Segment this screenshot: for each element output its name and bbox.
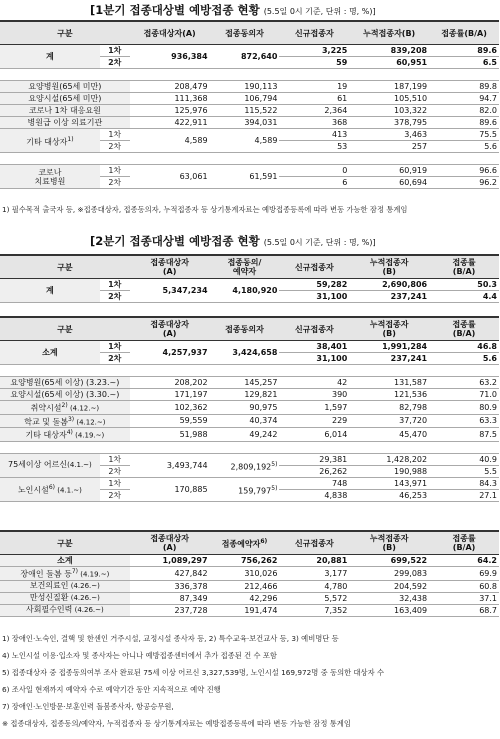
value-cell: 87,349 (130, 592, 210, 604)
value-cell: 237,241 (349, 353, 429, 365)
column-header: 신규접종자 (279, 255, 349, 279)
value-cell: 212,466 (210, 580, 280, 592)
table-row (0, 81, 499, 93)
value-cell: 4,838 (279, 489, 349, 501)
value-cell: 145,257 (210, 377, 280, 389)
value-cell: 89.6 (429, 45, 499, 57)
row-label: 소계 (0, 341, 100, 365)
column-header: 접종률 (B/A) (429, 255, 499, 279)
section2-total-table (0, 254, 499, 303)
column-header: 접종동의/ 예약자 (210, 255, 280, 279)
value-cell: 5.6 (429, 141, 499, 153)
value-cell: 5,572 (279, 592, 349, 604)
value-cell: 96.6 (429, 165, 499, 177)
value-cell: 2차 (100, 489, 130, 501)
value-cell: 90,975 (210, 401, 280, 415)
value-cell: 1,089,297 (130, 555, 210, 567)
section1-note: 1) 필수목적 출국자 등, ※접종대상자, 접종동의자, 누적접종자 등 상기통계자료는 예방접종등록에 따라 변동 가능한 잠정 통계임 (2, 205, 408, 214)
value-cell: 413 (279, 129, 349, 141)
value-cell: 60,951 (349, 57, 429, 69)
value-cell: 190,988 (349, 465, 429, 477)
table-row (0, 129, 499, 141)
column-header: 접종률 (B/A) (429, 531, 499, 555)
value-cell: 204,592 (349, 580, 429, 592)
value-cell: 32,438 (349, 592, 429, 604)
value-cell: 1,597 (279, 401, 349, 415)
value-cell: 299,083 (349, 567, 429, 581)
section2-title: [2분기 접종대상별 예방접종 현황 (5.5일 0시 기준, 단위 : 명, %)] (90, 234, 376, 248)
table-row (0, 401, 499, 415)
row-label: 코로나 1차 대응요원 (0, 105, 130, 117)
column-header: 접종대상자 (A) (130, 317, 210, 341)
value-cell: 229 (279, 414, 349, 428)
table-row (0, 165, 499, 177)
column-header: 접종대상자(A) (130, 21, 210, 45)
column-header: 접종동의자 (210, 317, 280, 341)
column-header: 접종률 (B/A) (429, 317, 499, 341)
value-cell: 390 (279, 389, 349, 401)
table-row (0, 555, 499, 567)
value-cell: 40,374 (210, 414, 280, 428)
value-cell: 190,113 (210, 81, 280, 93)
value-cell: 6,014 (279, 428, 349, 442)
table-row (0, 477, 499, 489)
section1-table (0, 20, 499, 189)
section2-reserve-header (0, 531, 499, 555)
value-cell: 2차 (100, 465, 130, 477)
value-cell: 27.1 (429, 489, 499, 501)
value-cell: 257 (349, 141, 429, 153)
table-row (0, 567, 499, 581)
value-cell: 1차 (100, 341, 130, 353)
table-row (0, 453, 499, 465)
value-cell: 748 (279, 477, 349, 489)
value-cell: 839,208 (349, 45, 429, 57)
value-cell: 29,381 (279, 453, 349, 465)
value-cell: 5,347,234 (130, 279, 210, 303)
value-cell: 378,795 (349, 117, 429, 129)
row-label: 기타 대상자$^{4)}$ (4.19.~) (0, 428, 130, 442)
value-cell: 87.5 (429, 428, 499, 442)
value-cell: 40.9 (429, 453, 499, 465)
value-cell: 336,378 (130, 580, 210, 592)
value-cell: 170,885 (130, 477, 210, 501)
value-cell: 60.8 (429, 580, 499, 592)
value-cell: 82.0 (429, 105, 499, 117)
value-cell: 1차 (100, 129, 130, 141)
column-header: 누적접종자(B) (349, 21, 429, 45)
column-header: 접종예약자$^{6)}$ (210, 531, 280, 555)
column-header: 접종률(B/A) (429, 21, 499, 45)
value-cell: 3,424,658 (210, 341, 280, 365)
value-cell: 4,589 (210, 129, 280, 153)
column-header: 누적접종자 (B) (349, 317, 429, 341)
value-cell: 37,720 (349, 414, 429, 428)
value-cell: 129,821 (210, 389, 280, 401)
row-label: 75세이상 어르신(4.1.~) (0, 453, 100, 477)
value-cell: 159,797$^{5)}$ (210, 477, 280, 501)
table-row (0, 377, 499, 389)
footnote: ※ 접종대상자, 접종동의/예약자, 누적접종자 등 상기통계자료는 예방접종등록에 따라 변동 가능한 잠정 통계임 (2, 719, 351, 728)
value-cell: 89.6 (429, 117, 499, 129)
column-header: 접종동의자 (210, 21, 280, 45)
column-header: 접종대상자 (A) (130, 531, 210, 555)
section2-header (0, 255, 499, 279)
footnote: 7) 장애인·노인방문·보훈인력 돌봄종사자, 항공승무원, (2, 702, 174, 711)
table-row (0, 117, 499, 129)
value-cell: 3,177 (279, 567, 349, 581)
value-cell: 1차 (100, 279, 130, 291)
value-cell: 60,694 (349, 177, 429, 189)
footnote: 1) 장애인·노숙인, 결핵 및 한센인 거주시설, 교정시설 종사자 등, 2) 특수교육·보건교사 등, 3) 예비명단 등 (2, 634, 339, 643)
value-cell: 427,842 (130, 567, 210, 581)
value-cell: 208,479 (130, 81, 210, 93)
column-header: 신규접종자 (279, 317, 349, 341)
value-cell: 699,522 (349, 555, 429, 567)
value-cell: 7,352 (279, 604, 349, 616)
value-cell: 1,428,202 (349, 453, 429, 465)
value-cell: 3,493,744 (130, 453, 210, 477)
value-cell: 4,780 (279, 580, 349, 592)
row-label: 보건의료인 (4.26.~) (0, 580, 130, 592)
row-label: 코로나 치료병원 (0, 165, 100, 189)
table-row (0, 45, 499, 57)
value-cell: 125,976 (130, 105, 210, 117)
row-label: 취약시설$^{2)}$ (4.12.~) (0, 401, 130, 415)
footnote: 4) 노인시설 이용·입소자 및 종사자는 아니나 예방접종센터에서 추가 접종된 건 수 포함 (2, 651, 277, 660)
section1-title: [1분기 접종대상별 예방접종 현황 (5.5일 0시 기준, 단위 : 명, %)] (90, 3, 376, 17)
value-cell: 237,728 (130, 604, 210, 616)
row-label: 소계 (0, 555, 130, 567)
value-cell: 6.5 (429, 57, 499, 69)
value-cell: 5.5 (429, 465, 499, 477)
column-header: 누적접종자 (B) (349, 531, 429, 555)
value-cell: 394,031 (210, 117, 280, 129)
value-cell: 60,919 (349, 165, 429, 177)
value-cell: 310,026 (210, 567, 280, 581)
value-cell: 6 (279, 177, 349, 189)
value-cell: 53 (279, 141, 349, 153)
value-cell: 2차 (100, 57, 130, 69)
section2-main-table (0, 316, 499, 502)
value-cell: 756,262 (210, 555, 280, 567)
value-cell: 1차 (100, 45, 130, 57)
value-cell: 59,559 (130, 414, 210, 428)
value-cell: 75.5 (429, 129, 499, 141)
value-cell: 2차 (100, 141, 130, 153)
column-header: 구분 (0, 531, 130, 555)
value-cell: 20,881 (279, 555, 349, 567)
value-cell: 89.8 (429, 81, 499, 93)
value-cell: 115,522 (210, 105, 280, 117)
column-header: 누적접종자 (B) (349, 255, 429, 279)
value-cell: 61 (279, 93, 349, 105)
value-cell: 59,282 (279, 279, 349, 291)
value-cell: 3,225 (279, 45, 349, 57)
column-header: 신규접종자 (279, 531, 349, 555)
value-cell: 422,911 (130, 117, 210, 129)
table-row (0, 105, 499, 117)
value-cell: 936,384 (130, 45, 210, 69)
value-cell: 103,322 (349, 105, 429, 117)
row-label: 학교 및 돌봄$^{3)}$ (4.12.~) (0, 414, 130, 428)
value-cell: 61,591 (210, 165, 280, 189)
row-label: 병원급 이상 의료기관 (0, 117, 130, 129)
value-cell: 1차 (100, 477, 130, 489)
value-cell: 69.9 (429, 567, 499, 581)
value-cell: 59 (279, 57, 349, 69)
value-cell: 163,409 (349, 604, 429, 616)
value-cell: 63.3 (429, 414, 499, 428)
value-cell: 105,510 (349, 93, 429, 105)
value-cell: 51,988 (130, 428, 210, 442)
value-cell: 63,061 (130, 165, 210, 189)
value-cell: 19 (279, 81, 349, 93)
value-cell: 1,991,284 (349, 341, 429, 353)
row-label: 계 (0, 279, 100, 303)
row-label: 요양병원(65세 미만) (0, 81, 130, 93)
value-cell: 31,100 (279, 291, 349, 303)
value-cell: 191,474 (210, 604, 280, 616)
value-cell: 187,199 (349, 81, 429, 93)
value-cell: 64.2 (429, 555, 499, 567)
value-cell: 4,180,920 (210, 279, 280, 303)
footnote: 6) 조사일 현재까지 예약자 수로 예약기간 동안 지속적으로 예약 진행 (2, 685, 221, 694)
table-row (0, 580, 499, 592)
value-cell: 42,296 (210, 592, 280, 604)
value-cell: 38,401 (279, 341, 349, 353)
column-header: 구분 (0, 255, 130, 279)
table-row (0, 389, 499, 401)
value-cell: 208,202 (130, 377, 210, 389)
table-row (0, 592, 499, 604)
row-label: 기타 대상자$^{1)}$ (0, 129, 100, 153)
value-cell: 3,463 (349, 129, 429, 141)
row-label: 사회필수인력 (4.26.~) (0, 604, 130, 616)
value-cell: 143,971 (349, 477, 429, 489)
value-cell: 121,536 (349, 389, 429, 401)
value-cell: 0 (279, 165, 349, 177)
value-cell: 171,197 (130, 389, 210, 401)
value-cell: 2,364 (279, 105, 349, 117)
value-cell: 96.2 (429, 177, 499, 189)
value-cell: 71.0 (429, 389, 499, 401)
value-cell: 237,241 (349, 291, 429, 303)
value-cell: 46,253 (349, 489, 429, 501)
value-cell: 82,798 (349, 401, 429, 415)
value-cell: 2,809,192$^{5)}$ (210, 453, 280, 477)
table-row (0, 341, 499, 353)
row-label: 노인시설$^{6)}$ (4.1.~) (0, 477, 100, 501)
value-cell: 102,362 (130, 401, 210, 415)
value-cell: 131,587 (349, 377, 429, 389)
row-label: 장애인 돌봄 등$^{7)}$ (4.19.~) (0, 567, 130, 581)
value-cell: 872,640 (210, 45, 280, 69)
row-label: 만성신질환 (4.26.~) (0, 592, 130, 604)
value-cell: 84.3 (429, 477, 499, 489)
value-cell: 31,100 (279, 353, 349, 365)
value-cell: 68.7 (429, 604, 499, 616)
value-cell: 46.8 (429, 341, 499, 353)
column-header: 신규접종자 (279, 21, 349, 45)
value-cell: 2,690,806 (349, 279, 429, 291)
column-header: 구분 (0, 21, 130, 45)
value-cell: 111,368 (130, 93, 210, 105)
value-cell: 4,257,937 (130, 341, 210, 365)
table-row (0, 279, 499, 291)
value-cell: 106,794 (210, 93, 280, 105)
value-cell: 2차 (100, 291, 130, 303)
value-cell: 1차 (100, 165, 130, 177)
value-cell: 368 (279, 117, 349, 129)
value-cell: 37.1 (429, 592, 499, 604)
column-header: 접종대상자 (A) (130, 255, 210, 279)
value-cell: 1차 (100, 453, 130, 465)
value-cell: 2차 (100, 353, 130, 365)
value-cell: 80.9 (429, 401, 499, 415)
row-label: 요양병원(65세 이상) (3.23.~) (0, 377, 130, 389)
row-label: 계 (0, 45, 100, 69)
value-cell: 42 (279, 377, 349, 389)
column-header: 구분 (0, 317, 130, 341)
section2-sub-header (0, 317, 499, 341)
value-cell: 4.4 (429, 291, 499, 303)
row-label: 요양시설(65세 미만) (0, 93, 130, 105)
table-row (0, 428, 499, 442)
value-cell: 5.6 (429, 353, 499, 365)
table-row (0, 604, 499, 616)
value-cell: 4,589 (130, 129, 210, 153)
value-cell: 2차 (100, 177, 130, 189)
value-cell: 45,470 (349, 428, 429, 442)
value-cell: 94.7 (429, 93, 499, 105)
row-label: 요양시설(65세 이상) (3.30.~) (0, 389, 130, 401)
value-cell: 49,242 (210, 428, 280, 442)
section1-header (0, 21, 499, 45)
section2-reserve-table (0, 530, 499, 617)
value-cell: 26,262 (279, 465, 349, 477)
table-row (0, 93, 499, 105)
footnote: 5) 접종대상자 중 접종동의여부 조사 완료된 75세 이상 어르신 3,327,539명, 노인시설 169,972명 중 동의한 대상자 수 (2, 668, 384, 677)
table-row (0, 414, 499, 428)
value-cell: 50.3 (429, 279, 499, 291)
value-cell: 63.2 (429, 377, 499, 389)
